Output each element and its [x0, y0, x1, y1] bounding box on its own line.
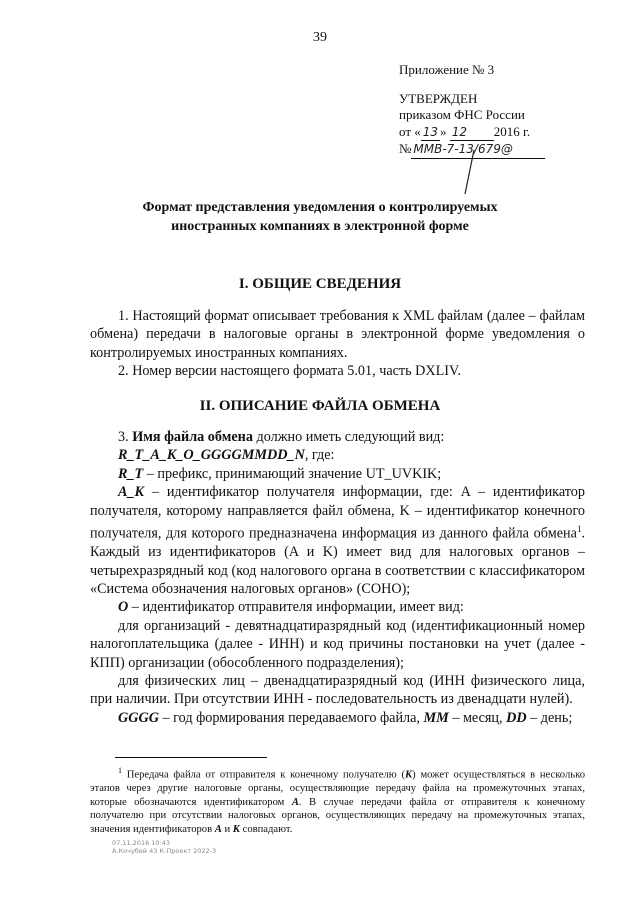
- rt-term: R_T: [118, 465, 144, 482]
- appendix-label: Приложение № 3: [399, 62, 495, 77]
- date-definition: [90, 709, 585, 727]
- document-title-line1: Формат представления уведомления о контролируемых: [142, 200, 498, 215]
- date-mid: »: [440, 123, 447, 139]
- footnote-ref: 1: [576, 524, 582, 535]
- footnote-mark: 1: [118, 766, 122, 775]
- paragraph-2: 2. Номер версии настоящего формата 5.01, часть DXLIV.: [118, 363, 461, 380]
- footnote-part-b: ) может осуществляться в несколько этапов через другие налоговые органы, осуществляющие передачу файла на промежуточных этапах, которые обозначаются идентификатором: [90, 769, 585, 808]
- o-term: O: [118, 599, 129, 616]
- footnote-term-a2: А: [214, 823, 222, 835]
- section2-body: [90, 428, 585, 727]
- paragraph-1: 1. Настоящий формат описывает требования к XML файлам (далее – файлам обмена) передачи в налоговые органы в электронной форме уведомления о контролируемых иностранных компаниях.: [90, 308, 585, 361]
- approved-label: УТВЕРЖДЕН: [399, 90, 478, 106]
- gggg-text: – год формирования передаваемого файла,: [158, 709, 424, 726]
- ak-text2: . Каждый из идентификаторов (A и K) имеет вид для налоговых органов – четырехразрядный код (код налогового органа в соответствии с классификатором «Система обозначения налоговых органов» (СОНО);: [90, 525, 585, 597]
- section2-heading: II. ОПИСАНИЕ ФАЙЛА ОБМЕНА: [199, 398, 441, 414]
- handwritten-stroke: [460, 148, 480, 198]
- section1-heading: I. ОБЩИЕ СВЕДЕНИЯ: [238, 276, 402, 292]
- footnote-term-k2: К: [232, 823, 240, 835]
- ak-text: – идентификатор получателя информации, где: A – идентификатор получателя, которому направляется файл обмена, K – идентификатор конечного получателя, для которого предназначена информация из данного файла обмена: [90, 484, 585, 542]
- approval-block: [399, 62, 599, 159]
- date-day-handwritten: 13: [421, 124, 440, 142]
- mm-term: MM: [423, 709, 449, 726]
- gggg-term: GGGG: [118, 709, 159, 726]
- ak-term: A_K: [118, 484, 145, 501]
- print-stamp: [112, 839, 216, 855]
- document-title-line2: иностранных компаниях в электронной форме: [171, 219, 469, 234]
- document-title: [90, 198, 550, 236]
- o-text: – идентификатор отправителя информации, имеет вид:: [128, 599, 464, 616]
- org-definition: для организаций - девятнадцатиразрядный код (идентификационный номер налогоплательщика (далее - ИНН) и код причины постановки на учет (далее - КПП) организации (обособленного подразделения);: [90, 617, 585, 671]
- date-year: 2016 г.: [493, 123, 531, 139]
- order-label: приказом ФНС России: [399, 107, 525, 122]
- footnote-part-c: . В случае передачи файла от отправителя к конечному получателю при отсутствии налоговых органов, осуществляющих передачу на промежуточных этапах, значения идентификаторов: [90, 796, 585, 835]
- pattern-term: R_T_A_K_O_GGGGMMDD_N: [118, 447, 305, 464]
- ak-definition: [90, 483, 585, 598]
- paragraph-3: [90, 428, 585, 446]
- date-month-handwritten: 12: [450, 124, 494, 142]
- footnote-part-d: и: [221, 823, 233, 835]
- p3-number: 3.: [118, 429, 133, 445]
- section1-body: [90, 307, 585, 381]
- rt-definition: [90, 465, 585, 483]
- rt-text: – префикс, принимающий значение UT_UVKIK;: [143, 465, 442, 482]
- order-date: [399, 124, 599, 142]
- number-prefix: №: [399, 141, 412, 156]
- date-prefix: от «: [399, 123, 421, 139]
- page-number: 39: [313, 30, 327, 45]
- footnote-text: [90, 764, 585, 837]
- file-name-pattern: [90, 446, 585, 464]
- phys-definition: для физических лиц – двенадцатиразрядный код (ИНН физического лица, при наличии. При отсутствии ИНН - последовательность из двенадцати нулей).: [90, 673, 585, 708]
- footnote-part-a: Передача файла от отправителя к конечному получателю (: [122, 769, 405, 781]
- p3-bold: Имя файла обмена: [132, 429, 253, 445]
- stamp-line2: А.Кочубей 43 К-Проект 2022-3: [112, 847, 217, 855]
- dd-term: DD: [506, 709, 527, 726]
- footnote-term-k: К: [404, 769, 413, 781]
- stamp-line1: 07.11.2016 10:43: [112, 839, 171, 847]
- dd-text: – день;: [526, 709, 573, 726]
- order-number: [399, 141, 599, 159]
- p3-rest: должно иметь следующий вид:: [252, 429, 445, 445]
- mm-text: – месяц,: [448, 709, 507, 726]
- pattern-suffix: , где:: [304, 447, 335, 464]
- footnote-separator: [115, 757, 267, 758]
- footnote: [90, 764, 585, 837]
- footnote-part-e: совпадают.: [239, 823, 293, 835]
- o-definition: [90, 598, 585, 616]
- footnote-term-a: А: [291, 796, 299, 808]
- order-number-handwritten: ММВ-7-13/679@: [411, 141, 545, 159]
